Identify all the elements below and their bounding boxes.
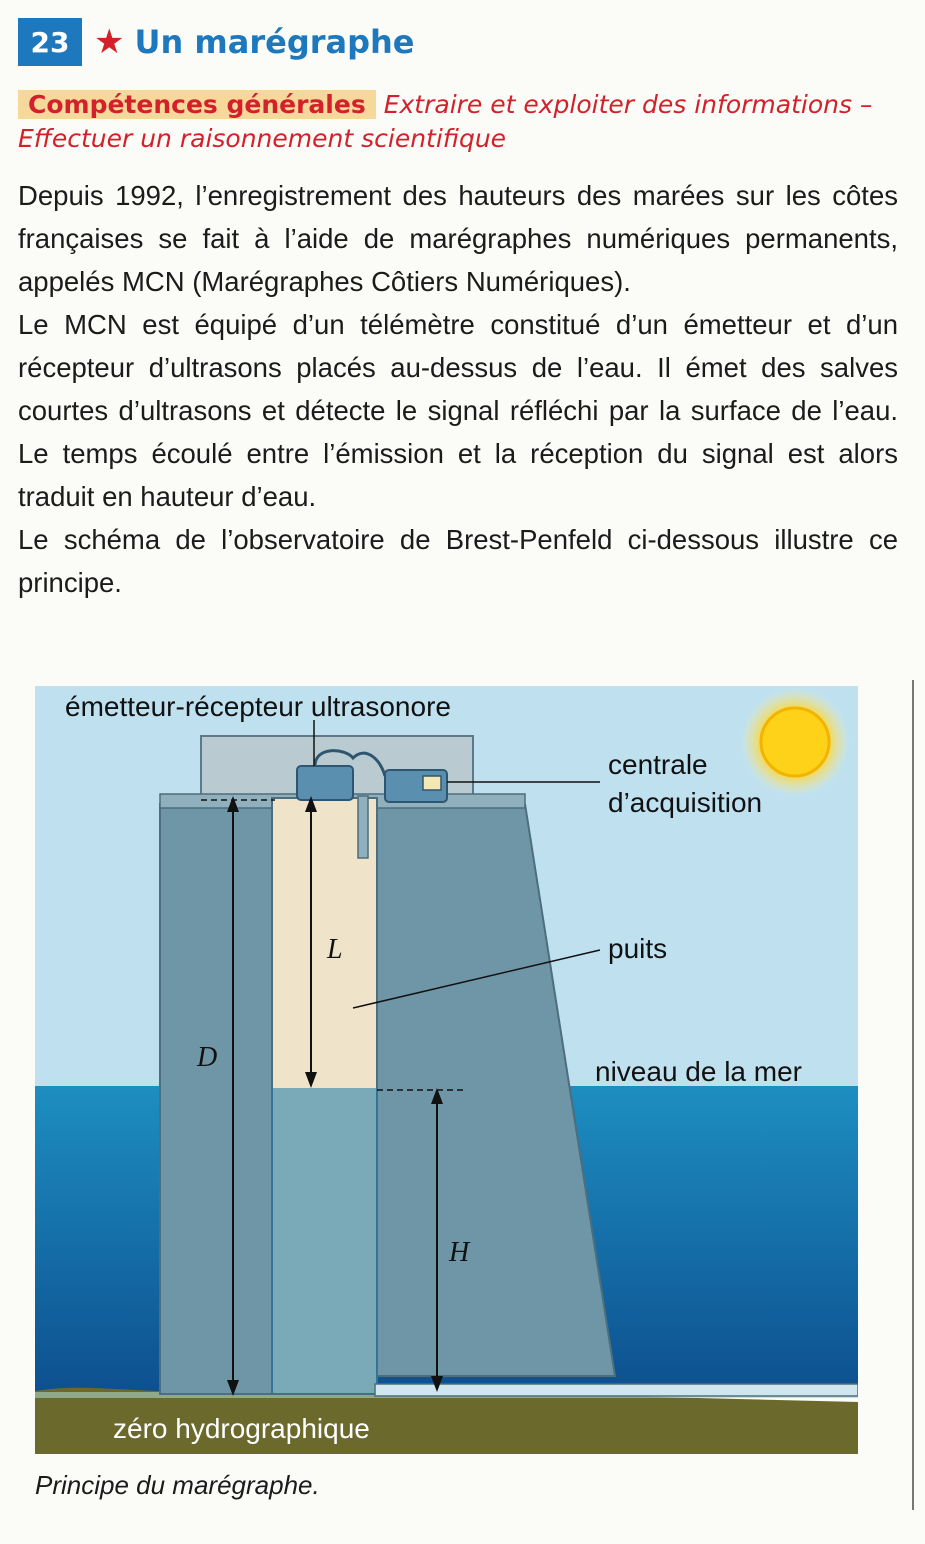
well-label: puits: [608, 933, 668, 964]
emitter-label: émetteur-récepteur ultrasonore: [65, 691, 451, 722]
L-label: L: [327, 934, 343, 965]
page-rule: [912, 680, 914, 1510]
tide-gauge-diagram: [35, 686, 858, 1454]
D-label: D: [197, 1042, 218, 1073]
ultrasonic-sensor-icon: [297, 766, 353, 800]
skills-label: Compétences générales: [18, 90, 376, 119]
difficulty-star-icon: ★: [94, 22, 125, 62]
paragraph-3: Le schéma de l’observatoire de Brest-Penfeld ci-dessous illustre ce principe.: [18, 524, 898, 598]
tide-gauge-figure: [35, 686, 858, 1454]
structure-left: [160, 804, 272, 1394]
acquisition-label-line1: centrale: [608, 749, 708, 780]
zero-datum-label: zéro hydrographique: [113, 1413, 370, 1444]
acquisition-label-line2: d’acquisition: [608, 787, 763, 818]
paragraph-1: Depuis 1992, l’enregistrement des hauteurs des marées sur les côtes françaises se fait à l’aide de marégraphes numériques permanents, appelés MCN (Marégraphes Côtiers Numériques).: [18, 180, 898, 297]
skills-text: Extraire et exploiter des informations – Effectuer un raisonnement scientifique: [18, 90, 873, 153]
exercise-header: [18, 18, 414, 66]
skills-line: [18, 88, 898, 156]
sea-level-label: niveau de la mer: [595, 1056, 803, 1087]
well-water: [272, 1088, 377, 1394]
H-label: H: [449, 1237, 470, 1268]
exercise-number: 23: [18, 18, 82, 66]
exercise-statement: [18, 174, 898, 604]
figure-caption: Principe du marégraphe.: [35, 1470, 320, 1500]
paragraph-2: Le MCN est équipé d’un télémètre constitué d’un émetteur et d’un récepteur d’ultrasons placés au-dessus de l’eau. Il émet des salves courtes d’ultrasons et détecte le signal réfléchi par la surface de l’eau. Le temps écoulé entre l’émission et la réception du signal est alors traduit en hauteur d’eau.: [18, 309, 898, 512]
exercise-title: Un marégraphe: [134, 23, 415, 61]
